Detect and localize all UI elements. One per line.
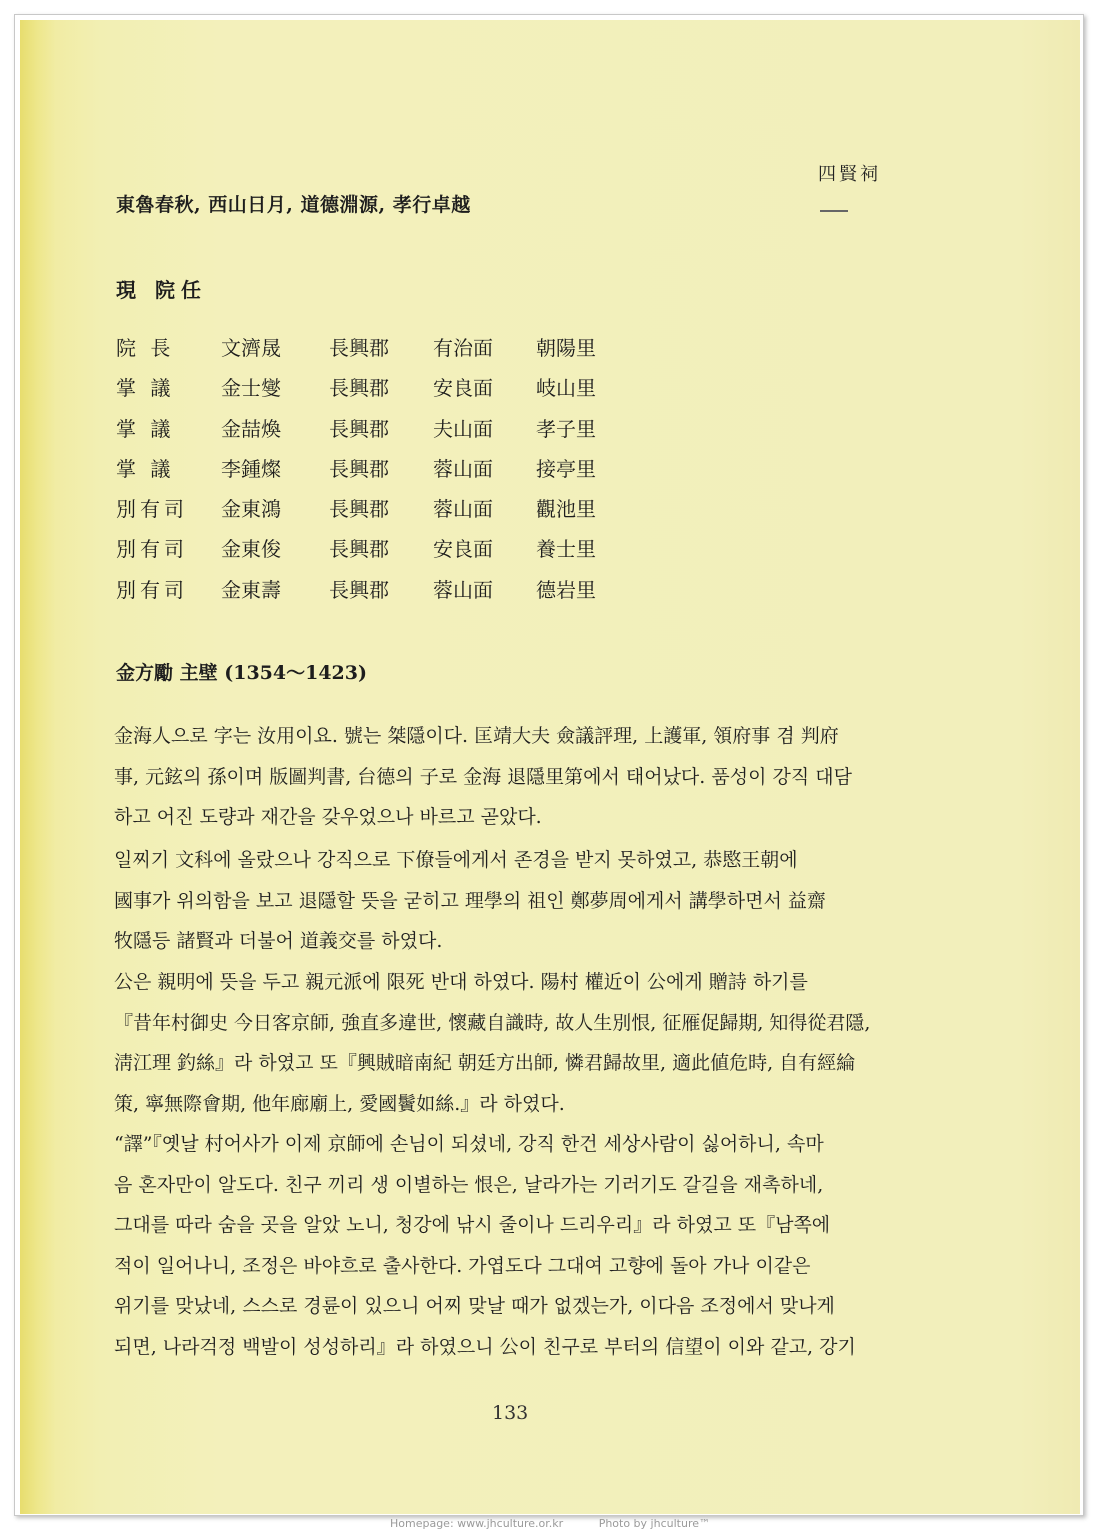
officer-role: 院 長 — [116, 336, 175, 360]
officer-name: 文濟晟 — [221, 336, 281, 360]
officer-name: 金東俊 — [221, 537, 281, 562]
officer-county: 長興郡 — [329, 577, 389, 602]
photo-credit-footer — [0, 1517, 1100, 1530]
officer-county: 長興郡 — [329, 336, 389, 360]
text-line: 牧隱등 諸賢과 더불어 道義交를 하였다. — [114, 930, 443, 952]
officer-county: 長興郡 — [329, 497, 389, 522]
officer-township: 夫山面 — [433, 416, 493, 441]
text-line: 策, 寧無際會期, 他年廊廟上, 愛國鬢如絲.』라 하였다. — [114, 1092, 565, 1115]
officer-role: 掌 議 — [116, 416, 175, 441]
officer-village: 觀池里 — [536, 497, 596, 522]
text-line: 하고 어진 도량과 재간을 갖우었으나 바르고 곧았다. — [114, 806, 542, 828]
page-number: 133 — [492, 1402, 529, 1424]
officer-role: 別有司 — [116, 537, 188, 562]
text-line: “譯”『옛날 村어사가 이제 京師에 손님이 되셨네, 강직 한건 세상사람이 싫어하니, 속마 — [114, 1133, 824, 1155]
text-line: 적이 일어나니, 조정은 바야흐로 출사한다. 가엽도다 그대여 고향에 돌아 가나 이같은 — [114, 1254, 811, 1277]
officer-village: 接亭里 — [536, 456, 596, 481]
officer-name: 李鍾燦 — [221, 456, 281, 481]
officer-township: 蓉山面 — [433, 497, 493, 522]
officer-village: 德岩里 — [536, 577, 596, 602]
biography-paragraph — [114, 962, 914, 1124]
officer-township: 安良面 — [433, 376, 493, 401]
photo-credit: Photo by jhculture™ — [598, 1517, 710, 1530]
homepage-link[interactable]: Homepage: www.jhculture.or.kr — [389, 1517, 564, 1530]
text-line: 公은 親明에 뜻을 두고 親元派에 限死 반대 하였다. 陽村 權近이 公에게 贈詩 하기를 — [114, 971, 808, 993]
text-line: 일찌기 文科에 올랐으나 강직으로 下僚들에게서 존경을 받지 못하였고, 恭愍王朝에 — [114, 849, 798, 871]
officer-township: 蓉山面 — [433, 577, 493, 602]
person-heading: 金方勵 主壁 (1354～1423) — [116, 662, 367, 684]
officer-county: 長興郡 — [329, 376, 389, 401]
text-line: 淸江理 釣絲』라 하였고 또『興賊暗南紀 朝廷方出師, 憐君歸故里, 適此値危時, 自有經綸 — [114, 1052, 856, 1074]
officer-role: 別有司 — [116, 577, 188, 602]
officer-county: 長興郡 — [329, 416, 389, 441]
officer-role: 掌 議 — [116, 376, 175, 401]
section-title: 現 院任 — [116, 278, 207, 302]
officer-township: 安良面 — [433, 537, 493, 562]
header-rule — [820, 210, 848, 212]
text-line: 위기를 맞났네, 스스로 경륜이 있으니 어찌 맞날 때가 없겠는가, 이다음 조정에서 맞나게 — [114, 1295, 835, 1317]
text-line: 그대를 따라 숨을 곳을 알았 노니, 청강에 낚시 줄이나 드리우리』라 하였고 또『남쪽에 — [114, 1214, 831, 1236]
text-line: 國事가 위의함을 보고 退隱할 뜻을 굳히고 理學의 祖인 鄭夢周에게서 講學하면서 益齋 — [114, 889, 826, 912]
officer-role: 別有司 — [116, 497, 188, 522]
officer-county: 長興郡 — [329, 537, 389, 562]
officer-county: 長興郡 — [329, 456, 389, 481]
text-line: 음 혼자만이 알도다. 친구 끼리 생 이별하는 恨은, 날라가는 기러기도 갈길을 재촉하네, — [114, 1173, 824, 1196]
officer-name: 金東鴻 — [221, 497, 281, 522]
text-line: 事, 元鉉의 孫이며 版圖判書, 台德의 子로 金海 退隱里第에서 태어났다. 품성이 강직 대담 — [114, 765, 852, 788]
officer-name: 金喆煥 — [221, 416, 281, 441]
translation-paragraph — [114, 1124, 914, 1367]
officer-role: 掌 議 — [116, 456, 175, 481]
officer-village: 岐山里 — [536, 376, 596, 401]
biography-paragraph — [114, 840, 914, 962]
officer-township: 蓉山面 — [433, 456, 493, 481]
officer-village: 朝陽里 — [536, 336, 596, 360]
officer-village: 養士里 — [536, 537, 596, 562]
officer-township: 有治面 — [433, 336, 493, 360]
officer-name: 金士燮 — [221, 376, 281, 401]
running-header: 四賢祠 — [818, 164, 881, 185]
motto-line: 東魯春秋, 西山日月, 道德淵源, 孝行卓越 — [116, 194, 471, 216]
biography-paragraph — [114, 716, 914, 838]
text-line: 되면, 나라걱정 백발이 성성하리』라 하였으니 公이 친구로 부터의 信望이 이와 같고, 강기 — [114, 1335, 856, 1358]
text-line: 『昔年村御史 今日客京師, 強直多違世, 懷藏自識時, 故人生別恨, 征雁促歸期, 知得從君隱, — [114, 1011, 871, 1034]
text-line: 金海人으로 字는 汝用이요. 號는 桀隱이다. 匡靖大夫 僉議評理, 上護軍, 領府事 겸 判府 — [114, 725, 839, 747]
officer-village: 孝子里 — [536, 416, 596, 441]
officer-name: 金東壽 — [221, 577, 281, 602]
